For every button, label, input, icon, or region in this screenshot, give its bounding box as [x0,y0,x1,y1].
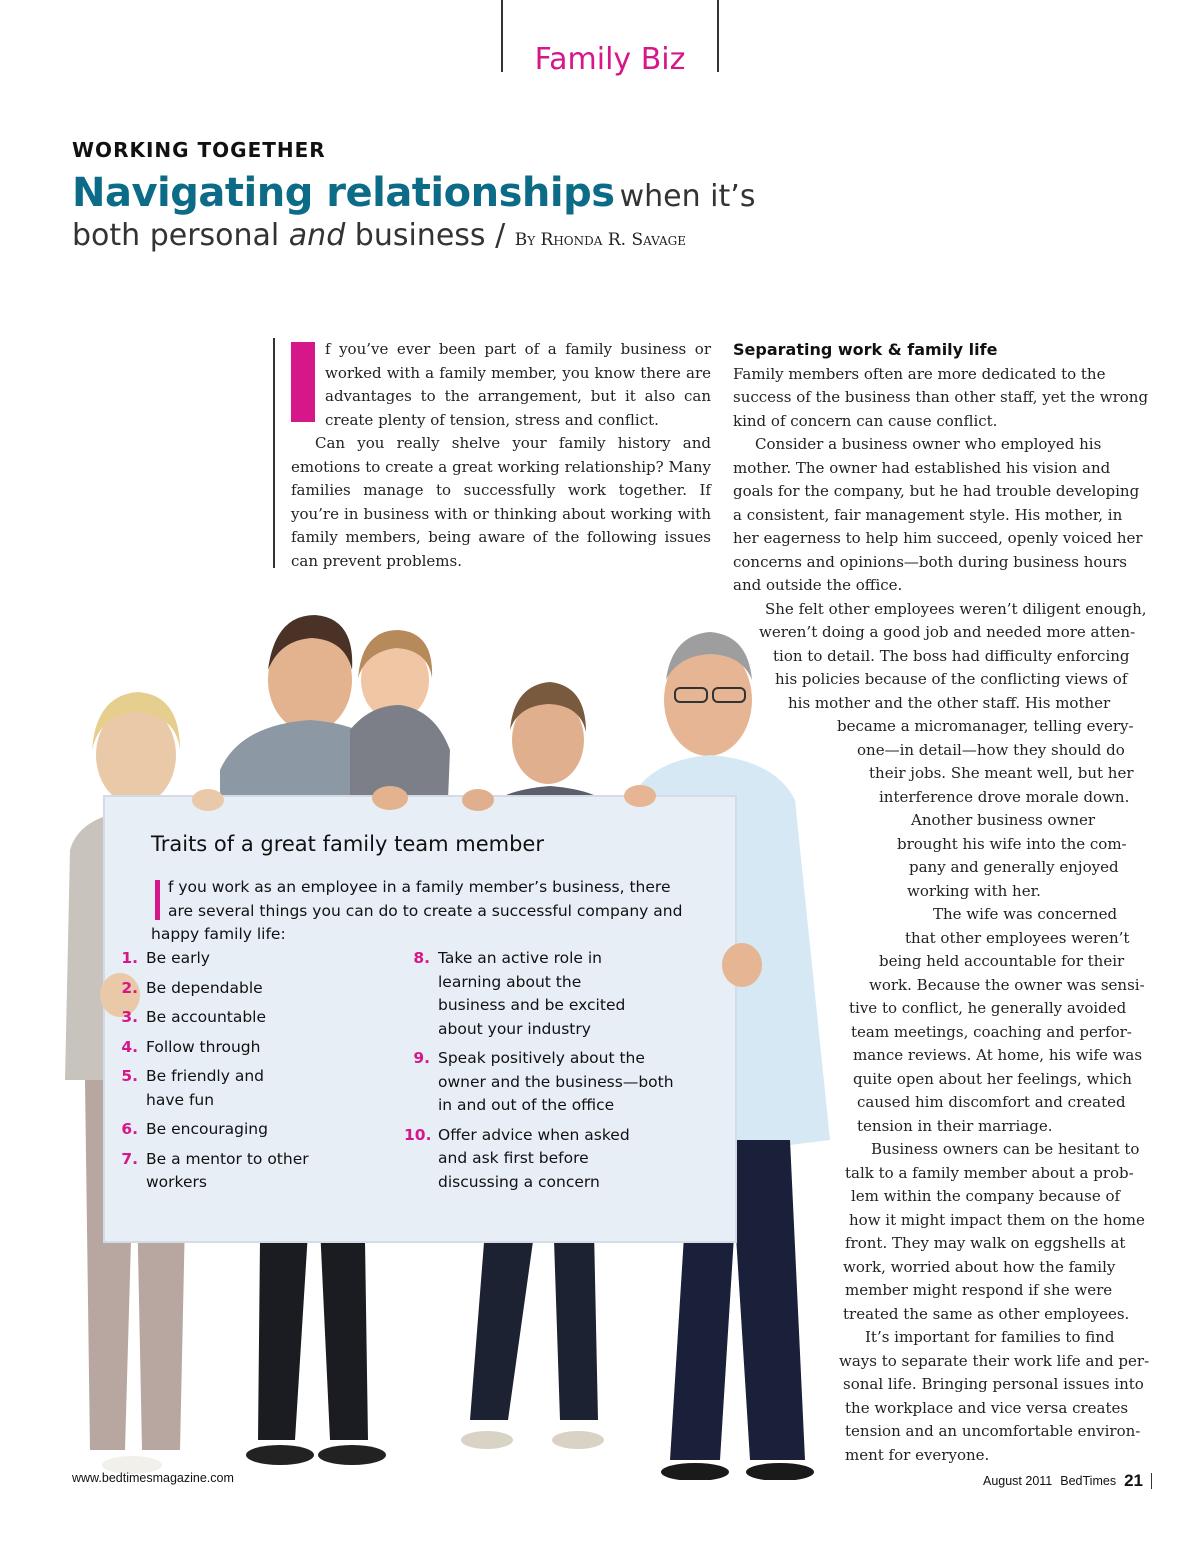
body-line: It’s important for families to find [865,1328,1115,1346]
footer-folio [983,1471,1152,1491]
trait-item [116,1036,356,1060]
body-line: success of the business than other staff, yet the wrong [733,388,1149,406]
section-title: Family Biz [534,42,686,77]
trait-text: Be dependable [146,978,263,997]
body-line: ways to separate their work life and per- [839,1351,1150,1370]
subhead: Separating work & family life [733,340,998,359]
trait-text: Offer advice when asked and ask first before discussing a concern [438,1125,630,1191]
body-line: tension and an uncomfortable environ- [845,1422,1141,1440]
body-line: weren’t doing a good job and needed more atten- [759,623,1136,641]
trait-text: Be encouraging [146,1120,268,1138]
body-line: work. Because the owner was sensi- [869,975,1145,994]
trait-text: Follow through [146,1037,261,1056]
intro-paragraph-1 [291,338,711,432]
body-line: tion to detail. The boss had difficulty enforcing [773,646,1130,665]
body-line: being held accountable for their [879,952,1125,970]
body-line: that other employees weren’t [905,928,1130,947]
body-line: work, worried about how the family [843,1257,1116,1276]
body-line: treated the same as other employees. [843,1304,1130,1323]
trait-number: 2. [121,978,138,997]
trait-number: 3. [121,1008,138,1026]
body-line: brought his wife into the com- [897,834,1127,853]
trait-text: Be accountable [146,1008,267,1026]
body-line: interference drove morale down. [879,787,1130,806]
body-line: ment for everyone. [845,1445,990,1464]
footer-magazine: BedTimes [1060,1474,1117,1488]
body-line: concerns and opinions—both during business hours [733,552,1127,571]
body-line: team meetings, coaching and perfor- [851,1022,1132,1041]
body-line: lem within the company because of [851,1187,1121,1205]
trait-number: 9. [413,1049,430,1067]
body-line: The wife was concerned [933,905,1118,923]
footer-url: www.bedtimesmagazine.com [72,1471,234,1485]
sidebar-intro [151,876,696,947]
trait-number: 1. [121,949,138,967]
trait-number: 7. [121,1149,138,1168]
trait-item [116,1065,356,1112]
body-line: how it might impact them on the home [849,1210,1145,1229]
body-line: She felt other employees weren’t diligent enough, [765,599,1147,618]
trait-number: 8. [413,949,430,967]
trait-number: 5. [121,1067,138,1085]
headline-line2-b: business / [345,218,515,253]
sidebar-box [104,806,730,1236]
body-line: their jobs. She meant well, but her [869,764,1134,782]
intro-p1-text: f you’ve ever been part of a family business or worked with a family member, you know there are advantages to the arrangement, but it also can create plenty of tension, stress and conflict. [325,340,711,429]
sidebar-intro-text: f you work as an employee in a family member’s business, there are several things you can do to create a successful company and happy family life: [151,878,683,943]
intro-paragraph-2: Can you really shelve your family history and emotions to create a great working relationship? Many families manage to successfully work together. If you’re in business with or thinking about working with family members, being aware of the following issues can prevent problems. [291,434,711,570]
headline-line2-em: and [288,218,346,253]
headline-line2-a: both personal [72,218,289,253]
body-line: kind of concern can cause conflict. [733,411,998,430]
trait-item [116,947,356,971]
body-line: talk to a family member about a prob- [845,1163,1134,1182]
trait-item [116,1118,356,1142]
intro-text [291,338,711,573]
trait-number: 10. [404,1125,432,1144]
sidebar-dropcap [155,880,160,920]
traits-list-right [404,947,704,1200]
body-line: one—in detail—how they should do [857,740,1125,759]
body-line: her eagerness to help him succeed, openly voiced her [733,529,1143,547]
body-line: caused him discomfort and created [857,1093,1126,1111]
person-child [350,630,450,800]
body-line: his policies because of the conflicting views of [775,670,1128,688]
byline: By Rhonda R. Savage [514,230,687,250]
trait-text: Speak positively about the owner and the business—both in and out of the office [438,1049,674,1114]
trait-item [404,947,704,1041]
page-number: 21 [1124,1471,1143,1490]
body-line: the workplace and vice versa creates [845,1398,1129,1417]
trait-item [116,1148,356,1195]
body-line: front. They may walk on eggshells at [845,1234,1126,1252]
trait-number: 4. [121,1037,138,1056]
trait-item [404,1047,704,1118]
headline-bold: Navigating relationships [72,170,615,216]
traits-list-left [116,947,356,1201]
intro-rule [273,338,275,568]
body-line: pany and generally enjoyed [909,858,1119,876]
trait-item [116,1006,356,1030]
body-line: Another business owner [911,811,1096,829]
headline-line2 [72,218,832,253]
body-line: and outside the office. [733,576,903,594]
body-line: a consistent, fair management style. His mother, in [733,505,1123,524]
body-line: mother. The owner had established his vision and [733,458,1111,477]
trait-number: 6. [121,1120,138,1138]
body-line: tive to conflict, he generally avoided [849,999,1127,1017]
intro-dropcap [291,342,315,422]
footer-issue: August 2011 [982,1474,1053,1488]
body-line: sonal life. Bringing personal issues into [843,1375,1144,1393]
body-line: working with her. [907,881,1041,900]
trait-text: Be friendly and have fun [146,1067,264,1109]
sidebar-title: Traits of a great family team member [151,832,544,856]
body-line: Consider a business owner who employed his [755,435,1102,453]
trait-text: Be a mentor to other workers [146,1149,309,1191]
body-line: his mother and the other staff. His mother [788,693,1111,712]
trait-text: Take an active role in learning about the business and be excited about your industry [438,949,626,1038]
body-line: quite open about her feelings, which [853,1069,1132,1088]
body-line: Family members often are more dedicated to the [733,364,1106,383]
trait-text: Be early [146,949,210,967]
footer-rule [1151,1473,1152,1489]
trait-item [404,1124,704,1195]
body-line: tension in their marriage. [857,1116,1053,1135]
body-line: Business owners can be hesitant to [871,1140,1140,1158]
article-headline [72,170,832,253]
body-line: member might respond if she were [845,1281,1113,1299]
headline-rest: when it’s [619,179,756,214]
trait-item [116,977,356,1001]
article-kicker: WORKING TOGETHER [72,138,326,162]
body-line: goals for the company, but he had trouble developing [733,482,1140,500]
body-line: mance reviews. At home, his wife was [853,1046,1143,1064]
body-line: became a micromanager, telling every- [837,717,1134,735]
